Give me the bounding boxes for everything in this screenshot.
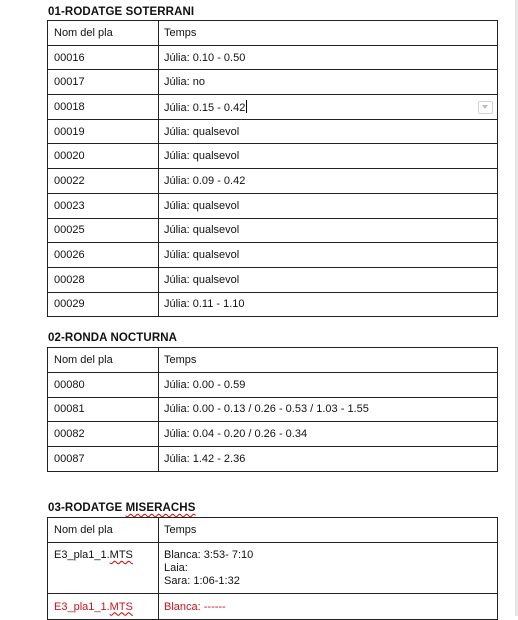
time-cell[interactable]: Júlia: no	[159, 70, 498, 95]
plan-cell[interactable]: 00017	[48, 70, 159, 95]
header-cell-plan[interactable]: Nom del pla	[48, 21, 159, 46]
plan-cell[interactable]: 00029	[48, 292, 159, 317]
time-cell[interactable]: Júlia: 0.00 - 0.59	[159, 372, 498, 397]
header-cell-time[interactable]: Temps	[159, 21, 498, 46]
table-ronda-nocturna	[47, 347, 498, 472]
table-row	[48, 119, 498, 144]
time-cell[interactable]: Júlia: qualsevol	[159, 144, 498, 169]
table-row	[48, 243, 498, 268]
plan-extension: MTS	[109, 600, 133, 613]
table-rodatge-soterrani	[47, 20, 498, 317]
plan-cell[interactable]: 00022	[48, 169, 159, 194]
table-row	[48, 447, 498, 472]
time-cell[interactable]: Blanca: ------	[159, 594, 498, 620]
table-header-row	[48, 518, 498, 543]
time-cell[interactable]: Júlia: qualsevol	[159, 193, 498, 218]
plan-cell[interactable]: 00025	[48, 218, 159, 243]
plan-cell[interactable]: 00016	[48, 45, 159, 70]
plan-cell[interactable]: 00018	[48, 95, 159, 120]
plan-cell[interactable]: 00087	[48, 447, 159, 472]
header-cell-plan[interactable]: Nom del pla	[48, 348, 159, 373]
time-cell[interactable]: Júlia: 0.11 - 1.10	[159, 292, 498, 317]
table-row	[48, 543, 498, 594]
table-header-row	[48, 21, 498, 46]
plan-cell[interactable]: 00026	[48, 243, 159, 268]
plan-cell[interactable]: 00019	[48, 119, 159, 144]
text-cursor-icon	[246, 100, 247, 113]
section-title-rodatge-soterrani: 01-RODATGE SOTERRANI	[48, 6, 195, 18]
table-row	[48, 267, 498, 292]
time-line: Blanca: 3:53- 7:10	[164, 549, 254, 561]
header-cell-time[interactable]: Temps	[159, 348, 498, 373]
table-row	[48, 95, 498, 120]
time-cell[interactable]: Júlia: qualsevol	[159, 267, 498, 292]
table-rodatge-miserachs	[47, 517, 498, 620]
plan-filename: E3_pla1_1.	[54, 549, 110, 561]
plan-cell[interactable]: 00020	[48, 144, 159, 169]
time-cell[interactable]: Júlia: 0.10 - 0.50	[159, 45, 498, 70]
table-row	[48, 144, 498, 169]
plan-filename: E3_pla1_1.	[54, 600, 110, 613]
time-cell[interactable]: Júlia: 1.42 - 2.36	[159, 447, 498, 472]
time-cell[interactable]: Júlia: qualsevol	[159, 243, 498, 268]
plan-cell[interactable]: 00028	[48, 267, 159, 292]
plan-cell[interactable]: 00082	[48, 422, 159, 447]
table-header-row	[48, 348, 498, 373]
plan-cell[interactable]: 00081	[48, 397, 159, 422]
time-cell[interactable]: Júlia: qualsevol	[159, 119, 498, 144]
plan-cell[interactable]	[48, 543, 159, 594]
header-cell-plan[interactable]: Nom del pla	[48, 518, 159, 543]
time-cell-text: Júlia: 0.15 - 0.42	[164, 101, 246, 114]
plan-extension: MTS	[109, 549, 133, 561]
time-cell[interactable]: Júlia: 0.00 - 0.13 / 0.26 - 0.53 / 1.03 - 1.55	[159, 397, 498, 422]
time-cell-active[interactable]	[159, 95, 498, 120]
section-title-word: MISERACHS	[125, 502, 196, 514]
table-row	[48, 70, 498, 95]
table-row	[48, 45, 498, 70]
time-cell[interactable]: Júlia: qualsevol	[159, 218, 498, 243]
table-row	[48, 193, 498, 218]
chevron-down-icon[interactable]	[478, 101, 493, 114]
time-line: Laia:	[164, 562, 188, 574]
table-row	[48, 397, 498, 422]
section-title-ronda-nocturna: 02-RONDA NOCTURNA	[48, 332, 178, 344]
header-cell-time[interactable]: Temps	[159, 518, 498, 543]
table-row	[48, 372, 498, 397]
table-row	[48, 422, 498, 447]
section-title-rodatge-miserachs	[48, 502, 195, 514]
time-cell[interactable]: Júlia: 0.04 - 0.20 / 0.26 - 0.34	[159, 422, 498, 447]
plan-cell[interactable]: 00080	[48, 372, 159, 397]
time-line: Sara: 1:06-1:32	[164, 575, 240, 587]
table-row	[48, 218, 498, 243]
section-title-prefix: 03-RODATGE	[48, 502, 126, 514]
table-row	[48, 169, 498, 194]
time-cell[interactable]: Júlia: 0.09 - 0.42	[159, 169, 498, 194]
table-row	[48, 292, 498, 317]
time-cell[interactable]	[159, 543, 498, 594]
plan-cell[interactable]: 00023	[48, 193, 159, 218]
